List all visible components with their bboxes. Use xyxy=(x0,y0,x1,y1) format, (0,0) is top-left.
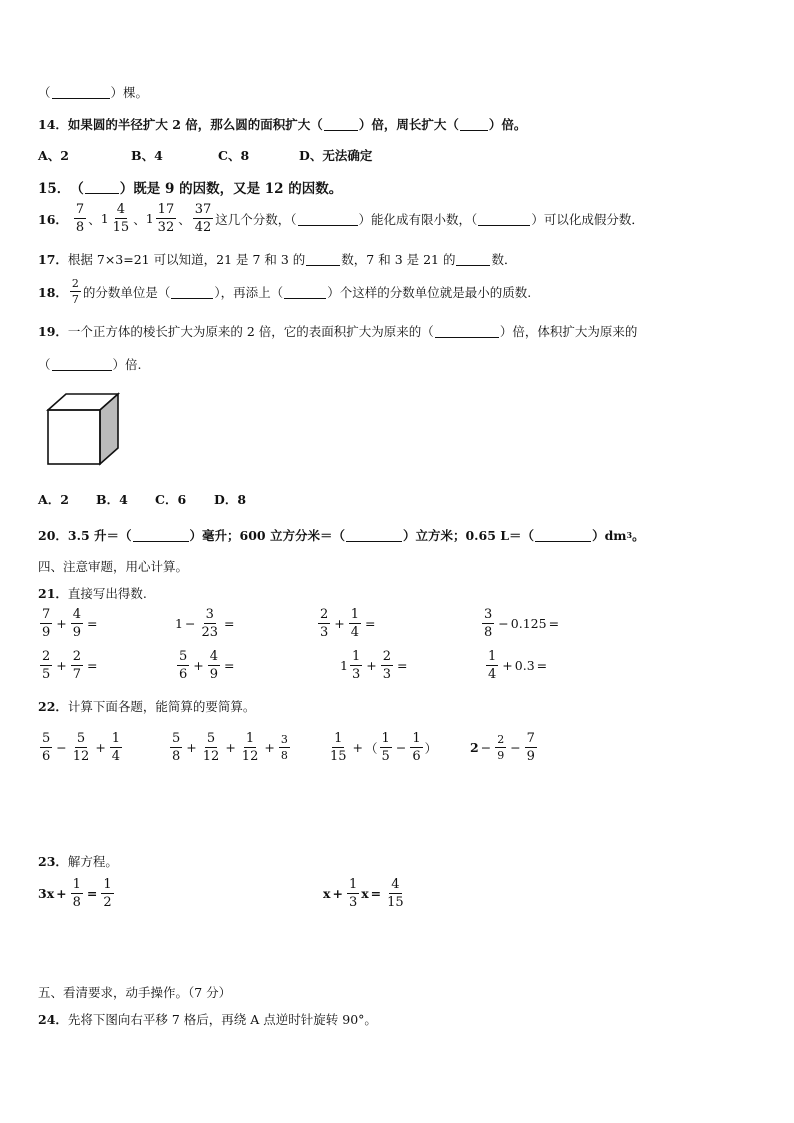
question-22: 22． 计算下面各题，能简算的要简算。 xyxy=(38,699,256,714)
question-19-cont: （ ）倍. xyxy=(38,357,142,372)
fraction: $\frac{37}{42}$ xyxy=(194,202,212,235)
q19-option-d[interactable]: D．8 xyxy=(214,492,247,507)
equation: x + $\frac{1}{3}$ x = $\frac{4}{15}$ xyxy=(323,877,404,910)
answer-blank[interactable] xyxy=(478,212,530,226)
section-5-heading: 五、看清要求，动手操作。（7 分） xyxy=(38,985,232,1000)
equation: 3x + $\frac{1}{8}$ = $\frac{1}{2}$ xyxy=(38,877,112,910)
q19-option-a[interactable]: A．2 xyxy=(38,492,69,507)
q14-option-a[interactable]: A、2 xyxy=(38,148,69,163)
q13-tail: （ ）棵。 xyxy=(38,85,149,100)
calc-item: $\frac{2}{3}$ + $\frac{1}{4}$ = xyxy=(320,607,376,640)
question-16: 16． $\frac{7}{8}$ 、 1 $\frac{4}{15}$ 、 1 $\frac{17}{32}$ 、 $\frac{37}{42}$ 这几个分数，（ ）能化成有限小数，（ ）可以化成假分数． xyxy=(38,202,644,235)
calc-item: $\frac{3}{8}$ − 0.125 = xyxy=(484,607,560,640)
calc-item: $\frac{2}{5}$ + $\frac{2}{7}$ = xyxy=(42,649,98,682)
cube-figure xyxy=(46,392,122,468)
answer-blank[interactable] xyxy=(435,324,499,338)
answer-blank[interactable] xyxy=(52,357,112,371)
q14-option-b[interactable]: B、4 xyxy=(131,148,163,163)
answer-blank[interactable] xyxy=(284,285,326,299)
calc-item: $\frac{1}{4}$ + 0.3 = xyxy=(488,649,548,682)
q14-option-d[interactable]: D、无法确定 xyxy=(299,148,373,163)
answer-blank[interactable] xyxy=(171,285,213,299)
q14-option-c[interactable]: C、8 xyxy=(218,148,250,163)
question-24: 24． 先将下图向右平移 7 格后，再绕 A 点逆时针旋转 90°。 xyxy=(38,1012,377,1027)
answer-blank[interactable] xyxy=(298,212,358,226)
q19-option-b[interactable]: B．4 xyxy=(96,492,128,507)
answer-blank[interactable] xyxy=(133,528,189,542)
calc-item: $\frac{5}{6}$ + $\frac{4}{9}$ = xyxy=(179,649,235,682)
answer-blank[interactable] xyxy=(324,117,358,131)
calc-item: $\frac{5}{8}$ + $\frac{5}{12}$ + $\frac{1}{12}$ + $\frac{3}{8}$ xyxy=(172,731,288,764)
question-21: 21． 直接写出得数. xyxy=(38,586,147,601)
calc-item: $\frac{1}{15}$ + （ $\frac{1}{5}$ − $\frac{1}{6}$ ） xyxy=(330,731,438,764)
answer-blank[interactable] xyxy=(52,85,110,99)
answer-blank[interactable] xyxy=(346,528,402,542)
calc-item: 1 − $\frac{3}{23}$ = xyxy=(175,607,235,640)
answer-blank[interactable] xyxy=(535,528,591,542)
question-14: 14． 如果圆的半径扩大 2 倍，那么圆的面积扩大（ ）倍，周长扩大（ ）倍。 xyxy=(38,117,527,132)
section-4-heading: 四、注意审题，用心计算。 xyxy=(38,559,189,574)
question-17: 17． 根据 7×3=21 可以知道，21 是 7 和 3 的 数，7 和 3 是 21 的 数． xyxy=(38,252,517,267)
calc-item: 2 − $\frac{2}{9}$ − $\frac{7}{9}$ xyxy=(470,731,535,764)
question-23: 23． 解方程。 xyxy=(38,854,118,869)
calc-item: 1 $\frac{1}{3}$ + $\frac{2}{3}$ = xyxy=(340,649,408,682)
question-19: 19． 一个正方体的棱长扩大为原来的 2 倍，它的表面积扩大为原来的（ ）倍，体积扩大为原来的 xyxy=(38,324,638,339)
question-18: 18． $\frac{2}{7}$ 的分数单位是（ ），再添上（ ）个这样的分数单位就是最小的质数. xyxy=(38,277,532,306)
q19-option-c[interactable]: C．6 xyxy=(155,492,187,507)
calc-item: $\frac{7}{9}$ + $\frac{4}{9}$ = xyxy=(42,607,98,640)
fraction: $\frac{4}{15}$ xyxy=(112,202,130,235)
answer-blank[interactable] xyxy=(306,252,340,266)
answer-blank[interactable] xyxy=(460,117,488,131)
fraction: $\frac{2}{7}$ xyxy=(71,277,79,306)
question-15: 15． （ ）既是 9 的因数，又是 12 的因数。 xyxy=(38,181,343,197)
fraction: $\frac{7}{8}$ xyxy=(75,202,85,235)
fraction: $\frac{17}{32}$ xyxy=(157,202,175,235)
calc-item: $\frac{5}{6}$ − $\frac{5}{12}$ + $\frac{1}{4}$ xyxy=(42,731,121,764)
question-20: 20． 3.5 升＝（ ）毫升；600 立方分米＝（ ）立方米；0.65 L＝（ ）dm 3 。 xyxy=(38,528,645,543)
answer-blank[interactable] xyxy=(85,180,119,194)
answer-blank[interactable] xyxy=(456,252,490,266)
